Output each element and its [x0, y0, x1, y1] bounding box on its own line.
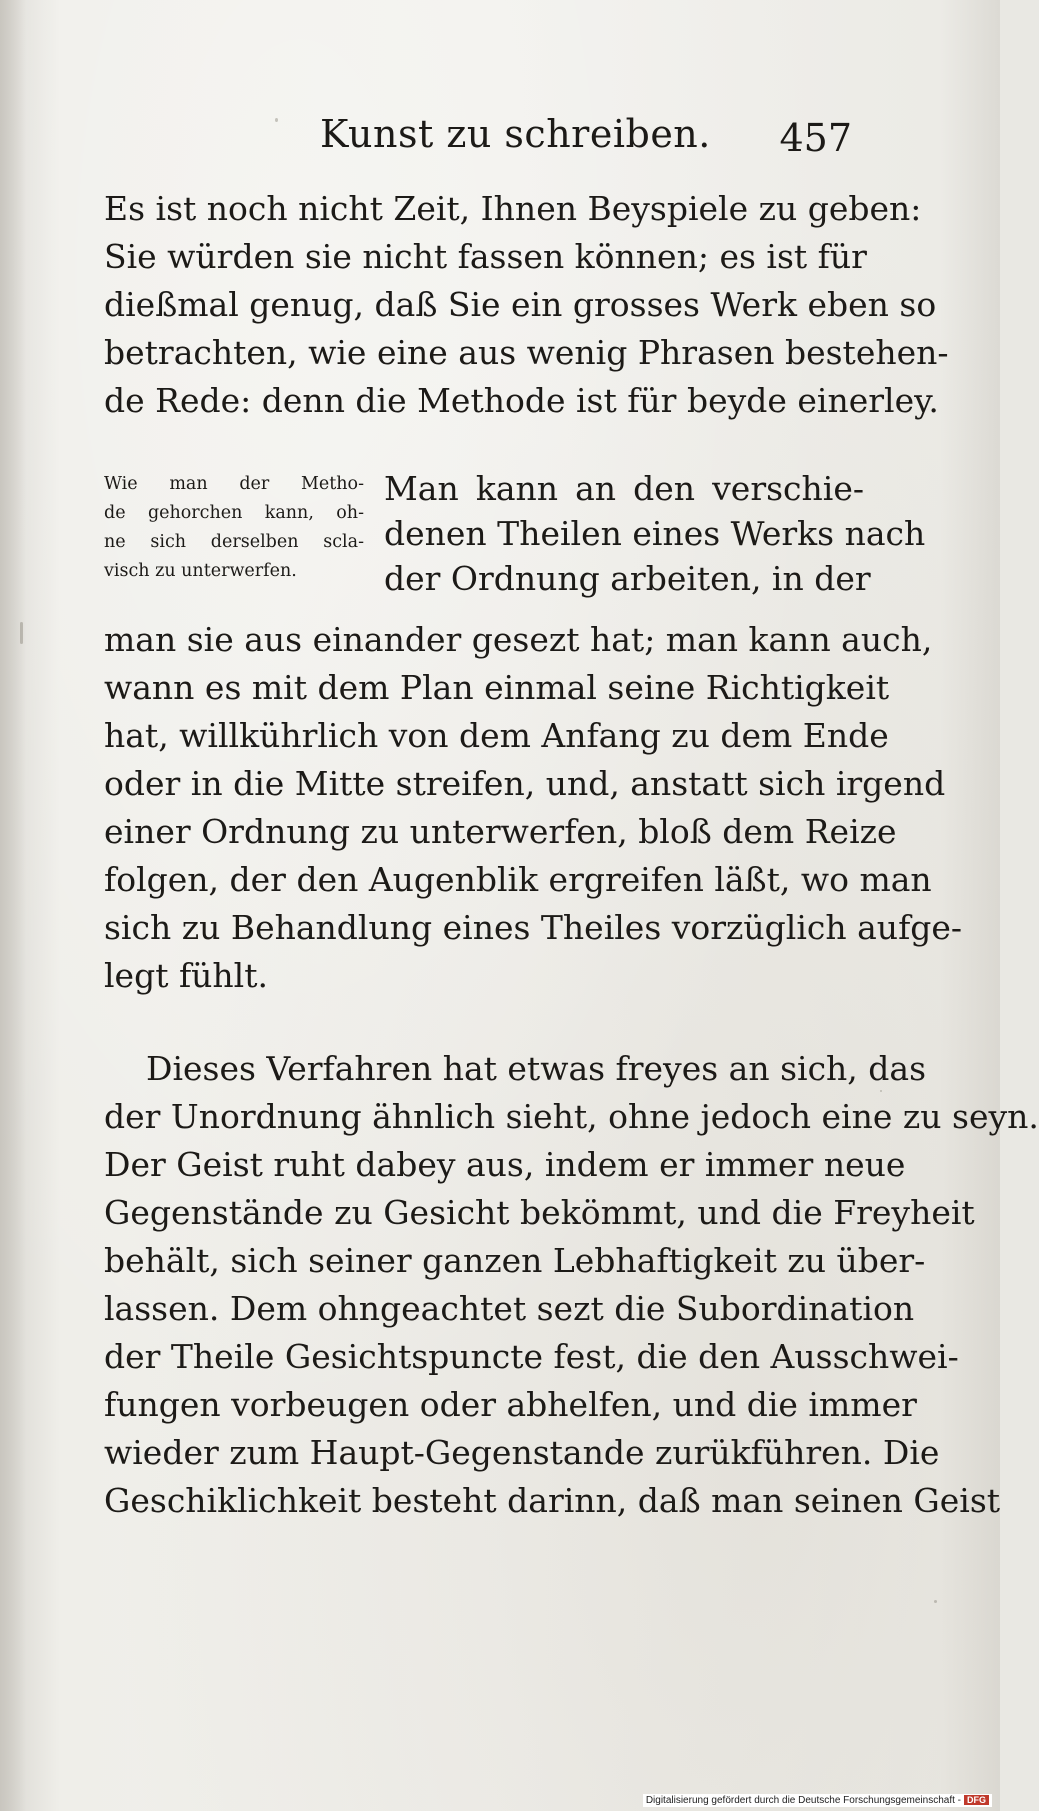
text-line: Geschiklichkeit besteht darinn, daß man seinen Geist	[104, 1481, 1001, 1520]
text-line: denen Theilen eines Werks nach	[384, 514, 926, 553]
text-line: fungen vorbeugen oder abhelfen, und die immer	[104, 1385, 917, 1424]
paper-speck	[934, 1600, 937, 1603]
text-line: Der Geist ruht dabey aus, indem er immer neue	[104, 1145, 906, 1184]
text-line: der Theile Gesichtspuncte fest, die den Ausschwei-	[104, 1337, 959, 1376]
paragraph-1	[104, 185, 949, 425]
text-line: man sie aus einander gesezt hat; man kann auch,	[104, 620, 933, 659]
gutter-shadow	[0, 0, 26, 1811]
dfg-logo-badge: DFG	[964, 1795, 989, 1805]
text-line: lassen. Dem ohngeachtet sezt die Subordination	[104, 1289, 915, 1328]
marginal-line: visch zu unterwerfen.	[104, 561, 297, 581]
paragraph-2	[104, 616, 963, 1000]
text-line: der Ordnung arbeiten, in der	[384, 559, 871, 598]
text-line: Dieses Verfahren hat etwas freyes an sich, das	[146, 1049, 927, 1088]
paragraph-3	[104, 1045, 1039, 1525]
text-line: betrachten, wie eine aus wenig Phrasen bestehen-	[104, 333, 949, 372]
paragraph-2-opening	[384, 466, 926, 601]
paper-speck	[20, 622, 23, 644]
text-line: hat, willkührlich von dem Anfang zu dem Ende	[104, 716, 889, 755]
text-line: dießmal genug, daß Sie ein grosses Werk eben so	[104, 285, 937, 324]
text-line: der Unordnung ähnlich sieht, ohne jedoch eine zu seyn.	[104, 1097, 1039, 1136]
digitization-credit	[643, 1794, 992, 1807]
text-line: de Rede: denn die Methode ist für beyde einerley.	[104, 381, 939, 420]
marginal-line: ne sich derselben scla-	[104, 532, 364, 552]
text-line: Es ist noch nicht Zeit, Ihnen Beyspiele zu geben:	[104, 189, 922, 228]
marginal-note	[104, 470, 364, 586]
text-line: wieder zum Haupt-Gegenstande zurükführen. Die	[104, 1433, 940, 1472]
text-line: wann es mit dem Plan einmal seine Richtigkeit	[104, 668, 890, 707]
running-title: Kunst zu schreiben.	[320, 112, 711, 156]
text-line: oder in die Mitte streifen, und, anstatt sich irgend	[104, 764, 946, 803]
text-line: Gegenstände zu Gesicht bekömmt, und die Freyheit	[104, 1193, 975, 1232]
text-line: behält, sich seiner ganzen Lebhaftigkeit zu über-	[104, 1241, 926, 1280]
marginal-line: de gehorchen kann, oh-	[104, 503, 364, 523]
page-number: 457	[779, 116, 852, 160]
paper-speck	[275, 118, 278, 122]
text-line: Sie würden sie nicht fassen können; es ist für	[104, 237, 867, 276]
text-line: sich zu Behandlung eines Theiles vorzüglich aufge-	[104, 908, 963, 947]
text-line: legt fühlt.	[104, 956, 268, 995]
text-line: folgen, der den Augenblik ergreifen läßt, wo man	[104, 860, 932, 899]
credit-text: Digitalisierung gefördert durch die Deutsche Forschungsgemeinschaft -	[645, 1795, 961, 1806]
text-line: Man kann an den verschie-	[384, 469, 864, 508]
text-line: einer Ordnung zu unterwerfen, bloß dem Reize	[104, 812, 897, 851]
marginal-line: Wie man der Metho-	[104, 474, 364, 494]
